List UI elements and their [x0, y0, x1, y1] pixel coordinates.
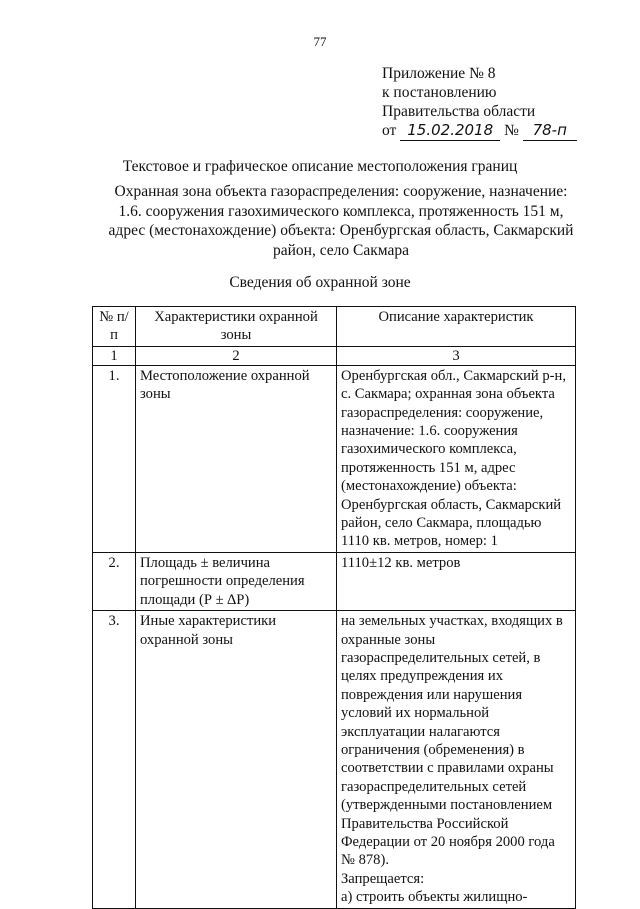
appendix-date-line — [382, 121, 577, 141]
row-number: 2. — [93, 552, 136, 610]
header-characteristic: Характеристики охранной зоны — [136, 307, 337, 347]
date-prefix: от — [382, 122, 397, 139]
table-index-row — [93, 346, 576, 365]
row-characteristic: Площадь ± величина погрешности определения площади (Р ± ∆Р) — [136, 552, 337, 610]
row-description: Оренбургская обл., Сакмарский р-н, с. Сакмара; охранная зона объекта газораспределения: сооружение, назначение: 1.6. сооружения газохимического комплекса, протяженность 151 м, адрес (местонахождение) объекта: Оренбургская область, Сакмарский район, село Сакмара, площадью 1110 кв. метров, номер: 1 — [337, 365, 576, 552]
handwritten-date: 15.02.2018 — [400, 121, 500, 141]
row-number: 1. — [93, 365, 136, 552]
table-row — [93, 611, 576, 909]
row-description-item-a: а) строить объекты жилищно- — [341, 889, 528, 906]
row-description: на земельных участках, входящих в охранные зоны газораспределительных сетей, в целях предупреждения их повреждения или нарушения условий их нормальной эксплуатации налагаются ограничения (обременения) в соответствии с правилами охраны газораспределительных сетей (утвержденными постановлением Правительства Российской Федерации от 20 ноября 2000 года № 878). — [341, 613, 563, 869]
index-cell: 2 — [136, 346, 337, 365]
header-number: № п/п — [93, 307, 136, 347]
row-description-prohibited: Запрещается: — [341, 870, 425, 887]
index-cell: 3 — [337, 346, 576, 365]
header-description: Описание характеристик — [337, 307, 576, 347]
page-number: 77 — [313, 34, 327, 49]
table-row — [93, 552, 576, 610]
row-description-cell — [337, 611, 576, 909]
appendix-line-2: к постановлению — [382, 84, 497, 101]
row-characteristic: Иные характеристики охранной зоны — [136, 611, 337, 909]
handwritten-number: 78-п — [523, 121, 577, 141]
appendix-line-3: Правительства области — [382, 103, 536, 120]
table-header-row — [93, 307, 576, 347]
object-description: Охранная зона объекта газораспределения: сооружение, назначение: 1.6. сооружения газохимического комплекса, протяженность 151 м, адрес (местонахождение) объекта: Оренбургская область, Сакмарский район, село Сакмара — [108, 183, 574, 259]
zone-table — [92, 306, 576, 909]
index-cell: 1 — [93, 346, 136, 365]
document-title: Текстовое и графическое описание местоположения границ — [122, 158, 518, 175]
section-title: Сведения об охранной зоне — [229, 274, 411, 291]
row-characteristic: Местоположение охранной зоны — [136, 365, 337, 552]
row-number: 3. — [93, 611, 136, 909]
table-row — [93, 365, 576, 552]
number-prefix: № — [504, 122, 519, 139]
appendix-block — [382, 64, 577, 141]
appendix-title: Приложение № 8 — [382, 65, 496, 82]
row-description: 1110±12 кв. метров — [337, 552, 576, 610]
